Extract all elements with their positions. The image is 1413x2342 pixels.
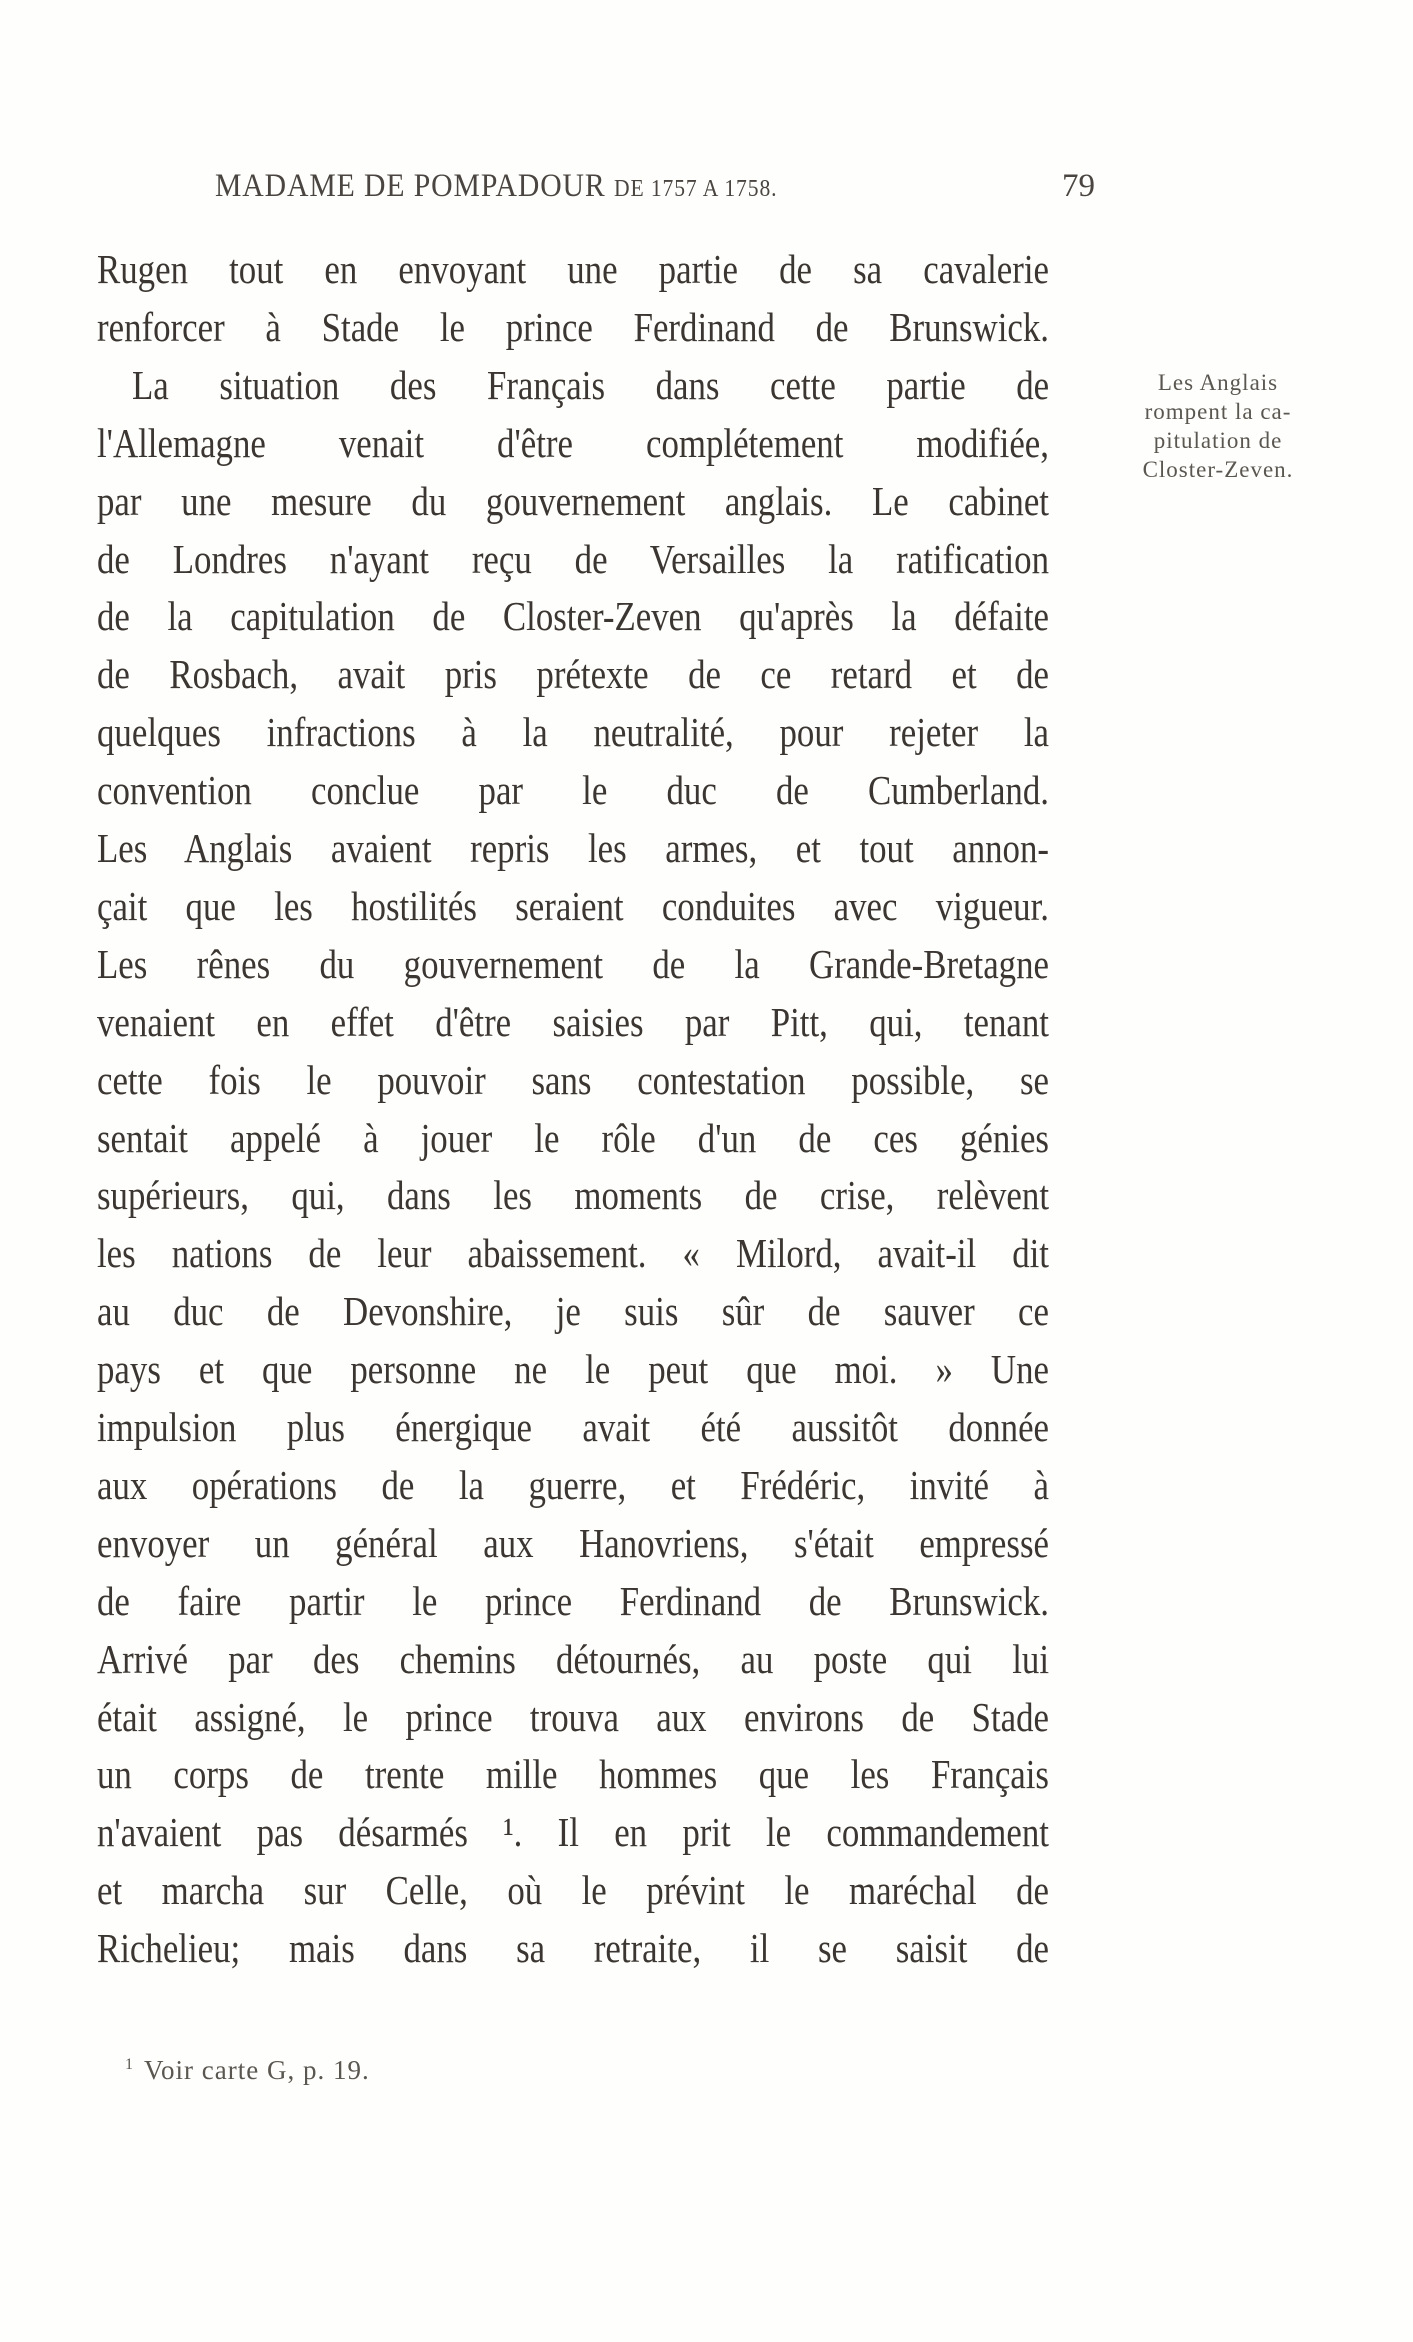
text-line: La situation des Français dans cette partie de xyxy=(132,361,1050,408)
text-line: sentait appelé à jouer le rôle d'un de ces génies xyxy=(97,1114,1049,1161)
text-line: de Londres n'ayant reçu de Versailles la ratification xyxy=(97,535,1049,582)
text-line: quelques infractions à la neutralité, pour rejeter la xyxy=(97,709,1049,756)
text-line: aux opérations de la guerre, et Frédéric, invité à xyxy=(97,1461,1049,1508)
text-line: renforcer à Stade le prince Ferdinand de Brunswick. xyxy=(97,303,1049,350)
text-line: les nations de leur abaissement. « Milord, avait-il dit xyxy=(97,1230,1049,1277)
text-line: par une mesure du gouvernement anglais. Le cabinet xyxy=(97,477,1049,524)
text-line: cette fois le pouvoir sans contestation possible, se xyxy=(97,1056,1049,1103)
footnote-text: Voir carte G, p. 19. xyxy=(144,2055,370,2085)
margin-note-line: Closter-Zeven. xyxy=(1142,457,1294,482)
text-line: l'Allemagne venait d'être complétement modifiée, xyxy=(97,419,1049,466)
margin-note-line: rompent la ca- xyxy=(1144,399,1292,424)
title-dates: DE 1757 A 1758. xyxy=(613,176,778,202)
text-line: Les Anglais avaient repris les armes, et tout annon- xyxy=(97,825,1049,871)
text-line: envoyer un général aux Hanovriens, s'était empressé xyxy=(97,1519,1049,1566)
margin-note xyxy=(1118,368,1318,484)
text-line: Rugen tout en envoyant une partie de sa cavalerie xyxy=(97,246,1049,292)
text-line: n'avaient pas désarmés ¹. Il en prit le commandement xyxy=(97,1809,1049,1856)
margin-note-line: pitulation de xyxy=(1153,428,1283,453)
text-line: un corps de trente mille hommes que les Français xyxy=(97,1751,1049,1798)
title-main: MADAME DE POMPADOUR xyxy=(215,168,606,204)
text-line: de faire partir le prince Ferdinand de Brunswick. xyxy=(97,1577,1049,1624)
page-number: 79 xyxy=(1062,168,1095,204)
text-line: de Rosbach, avait pris prétexte de ce retard et de xyxy=(97,651,1049,698)
text-line: était assigné, le prince trouva aux environs de Stade xyxy=(97,1693,1049,1740)
text-line: çait que les hostilités seraient conduites avec vigueur. xyxy=(97,882,1049,929)
text-line: supérieurs, qui, dans les moments de crise, relèvent xyxy=(97,1172,1049,1219)
text-line: convention conclue par le duc de Cumberland. xyxy=(97,767,1049,814)
text-line: Richelieu; mais dans sa retraite, il se saisit de xyxy=(97,1925,1049,1972)
footnote xyxy=(125,2055,370,2086)
text-line: au duc de Devonshire, je suis sûr de sauver ce xyxy=(97,1288,1049,1335)
text-line: impulsion plus énergique avait été aussitôt donnée xyxy=(97,1404,1049,1450)
running-header xyxy=(215,168,1095,218)
footnote-marker: 1 xyxy=(125,2056,134,2073)
running-title xyxy=(215,168,777,205)
text-line: Arrivé par des chemins détournés, au poste qui lui xyxy=(97,1635,1049,1682)
text-line: et marcha sur Celle, où le prévint le maréchal de xyxy=(97,1867,1049,1914)
text-line: Les rênes du gouvernement de la Grande-Bretagne xyxy=(97,940,1049,987)
margin-note-line: Les Anglais xyxy=(1157,370,1279,395)
text-line: venaient en effet d'être saisies par Pitt, qui, tenant xyxy=(97,998,1049,1045)
text-line: de la capitulation de Closter-Zeven qu'après la défaite xyxy=(97,593,1049,640)
text-line: pays et que personne ne le peut que moi. » Une xyxy=(97,1346,1049,1393)
